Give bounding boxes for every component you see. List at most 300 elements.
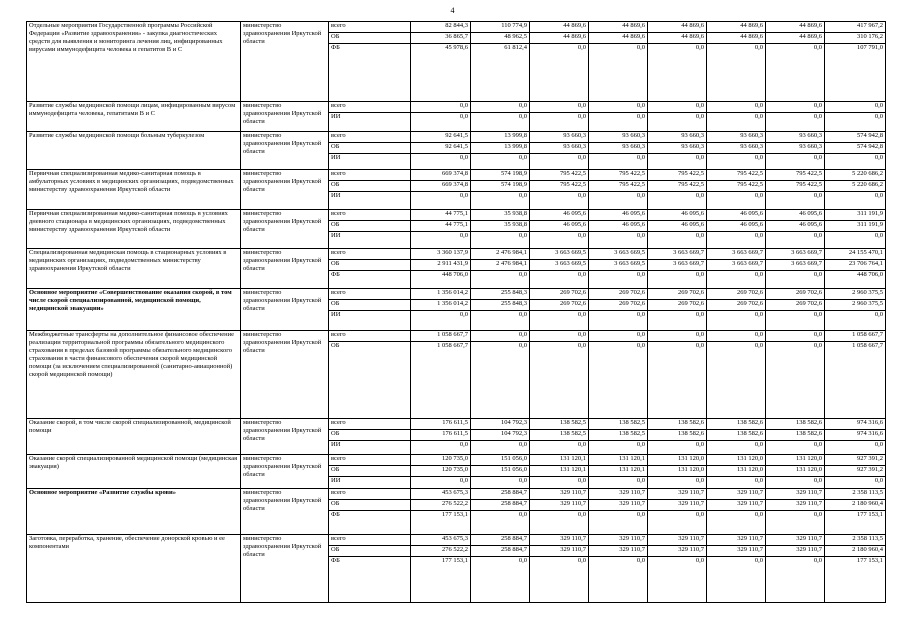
year-value-cell: 0,0 (589, 311, 648, 331)
year-value-cell: 0,0 (471, 557, 530, 603)
total-value-cell: 23 706 764,1 (825, 260, 886, 271)
total-value-cell: 2 358 113,5 (825, 535, 886, 546)
year-value-cell: 0,0 (648, 232, 707, 249)
year-value-cell: 120 735,0 (411, 455, 471, 466)
year-value-cell: 0,0 (471, 311, 530, 331)
year-value-cell: 0,0 (766, 331, 825, 342)
year-value-cell: 0,0 (766, 113, 825, 132)
year-value-cell: 3 663 669,5 (589, 260, 648, 271)
year-value-cell: 131 120,1 (589, 455, 648, 466)
year-value-cell: 0,0 (530, 342, 589, 419)
funding-source-cell: ИИ (329, 154, 411, 170)
funding-source-cell: ОБ (329, 300, 411, 311)
year-value-cell: 0,0 (530, 331, 589, 342)
year-value-cell: 574 198,9 (471, 181, 530, 192)
year-value-cell: 0,0 (471, 192, 530, 210)
year-value-cell: 0,0 (766, 441, 825, 455)
year-value-cell: 669 374,8 (411, 181, 471, 192)
year-value-cell: 0,0 (589, 192, 648, 210)
year-value-cell: 0,0 (707, 154, 766, 170)
year-value-cell: 138 582,6 (648, 419, 707, 430)
table-row (27, 489, 886, 500)
year-value-cell: 138 582,5 (589, 430, 648, 441)
year-value-cell: 0,0 (411, 102, 471, 113)
year-value-cell: 92 641,5 (411, 143, 471, 154)
year-value-cell: 3 663 669,5 (530, 249, 589, 260)
year-value-cell: 44 869,6 (530, 33, 589, 44)
year-value-cell: 795 422,5 (589, 170, 648, 181)
year-value-cell: 0,0 (707, 477, 766, 489)
year-value-cell: 131 120,1 (530, 455, 589, 466)
year-value-cell: 104 792,3 (471, 430, 530, 441)
total-value-cell: 927 391,2 (825, 455, 886, 466)
year-value-cell: 131 120,0 (707, 455, 766, 466)
year-value-cell: 329 110,7 (530, 489, 589, 500)
year-value-cell: 0,0 (411, 192, 471, 210)
year-value-cell: 131 120,0 (648, 466, 707, 477)
year-value-cell: 0,0 (766, 102, 825, 113)
year-value-cell: 0,0 (707, 102, 766, 113)
year-value-cell: 0,0 (648, 154, 707, 170)
year-value-cell: 61 812,4 (471, 44, 530, 102)
year-value-cell: 93 660,3 (530, 132, 589, 143)
funding-source-cell: ОБ (329, 221, 411, 232)
year-value-cell: 795 422,5 (589, 181, 648, 192)
funding-source-cell: ИИ (329, 192, 411, 210)
executor-cell: министерство здравоохранения Иркутской области (241, 535, 329, 603)
year-value-cell: 276 522,2 (411, 500, 471, 511)
year-value-cell: 131 120,0 (766, 455, 825, 466)
year-value-cell: 0,0 (766, 232, 825, 249)
year-value-cell: 0,0 (471, 331, 530, 342)
year-value-cell: 258 884,7 (471, 489, 530, 500)
year-value-cell: 138 582,5 (530, 430, 589, 441)
year-value-cell: 93 660,3 (648, 143, 707, 154)
year-value-cell: 44 869,6 (648, 22, 707, 33)
funding-source-cell: ОБ (329, 546, 411, 557)
year-value-cell: 0,0 (471, 154, 530, 170)
year-value-cell: 0,0 (648, 477, 707, 489)
year-value-cell: 329 110,7 (766, 500, 825, 511)
year-value-cell: 0,0 (589, 477, 648, 489)
year-value-cell: 269 702,6 (766, 289, 825, 300)
year-value-cell: 3 663 669,7 (648, 260, 707, 271)
total-value-cell: 0,0 (825, 441, 886, 455)
executor-cell: министерство здравоохранения Иркутской области (241, 22, 329, 102)
year-value-cell: 329 110,7 (707, 546, 766, 557)
year-value-cell: 177 153,1 (411, 511, 471, 535)
year-value-cell: 0,0 (766, 342, 825, 419)
year-value-cell: 0,0 (530, 311, 589, 331)
year-value-cell: 151 056,0 (471, 466, 530, 477)
table-row (27, 22, 886, 33)
total-value-cell: 177 153,1 (825, 511, 886, 535)
year-value-cell: 269 702,6 (589, 289, 648, 300)
activity-name-cell: Первичная специализированная медико-санитарная помощь в условиях дневного стационара в медицинских организациях, подведомственных министерству здравоохранения Иркутской области (27, 210, 241, 249)
funding-source-cell: ФБ (329, 44, 411, 102)
year-value-cell: 110 774,9 (471, 22, 530, 33)
year-value-cell: 0,0 (648, 192, 707, 210)
funding-source-cell: ИИ (329, 113, 411, 132)
year-value-cell: 13 999,8 (471, 132, 530, 143)
year-value-cell: 329 110,7 (707, 535, 766, 546)
year-value-cell: 0,0 (471, 113, 530, 132)
funding-source-cell: ОБ (329, 500, 411, 511)
year-value-cell: 3 663 669,7 (766, 249, 825, 260)
funding-source-cell: всего (329, 535, 411, 546)
year-value-cell: 0,0 (648, 441, 707, 455)
year-value-cell: 3 663 669,7 (707, 249, 766, 260)
total-value-cell: 574 942,8 (825, 143, 886, 154)
year-value-cell: 329 110,7 (589, 489, 648, 500)
year-value-cell: 258 884,7 (471, 500, 530, 511)
year-value-cell: 0,0 (648, 113, 707, 132)
year-value-cell: 46 095,6 (648, 221, 707, 232)
year-value-cell: 258 884,7 (471, 535, 530, 546)
year-value-cell: 46 095,6 (707, 210, 766, 221)
year-value-cell: 0,0 (589, 557, 648, 603)
total-value-cell: 24 155 470,1 (825, 249, 886, 260)
funding-source-cell: ОБ (329, 260, 411, 271)
year-value-cell: 151 056,0 (471, 455, 530, 466)
year-value-cell: 0,0 (589, 511, 648, 535)
funding-source-cell: ОБ (329, 143, 411, 154)
year-value-cell: 0,0 (766, 154, 825, 170)
year-value-cell: 0,0 (707, 511, 766, 535)
year-value-cell: 44 869,6 (707, 33, 766, 44)
year-value-cell: 0,0 (589, 271, 648, 289)
year-value-cell: 1 356 014,2 (411, 300, 471, 311)
year-value-cell: 0,0 (589, 102, 648, 113)
year-value-cell: 329 110,7 (648, 535, 707, 546)
year-value-cell: 44 869,6 (589, 22, 648, 33)
funding-source-cell: ОБ (329, 430, 411, 441)
year-value-cell: 46 095,6 (589, 210, 648, 221)
table-row (27, 132, 886, 143)
funding-source-cell: всего (329, 102, 411, 113)
total-value-cell: 177 153,1 (825, 557, 886, 603)
year-value-cell: 0,0 (530, 271, 589, 289)
funding-source-cell: ОБ (329, 33, 411, 44)
year-value-cell: 329 110,7 (648, 500, 707, 511)
year-value-cell: 0,0 (648, 102, 707, 113)
total-value-cell: 0,0 (825, 192, 886, 210)
year-value-cell: 0,0 (471, 102, 530, 113)
year-value-cell: 269 702,6 (530, 300, 589, 311)
year-value-cell: 46 095,6 (530, 221, 589, 232)
year-value-cell: 0,0 (411, 154, 471, 170)
year-value-cell: 3 663 669,5 (589, 249, 648, 260)
year-value-cell: 3 663 669,5 (530, 260, 589, 271)
year-value-cell: 0,0 (766, 44, 825, 102)
year-value-cell: 0,0 (766, 477, 825, 489)
year-value-cell: 92 641,5 (411, 132, 471, 143)
total-value-cell: 311 191,9 (825, 210, 886, 221)
activity-name-cell: Заготовка, переработка, хранение, обеспечение донорской кровью и ее компонентами (27, 535, 241, 603)
table-row (27, 210, 886, 221)
year-value-cell: 0,0 (589, 44, 648, 102)
table-row (27, 170, 886, 181)
year-value-cell: 44 869,6 (766, 22, 825, 33)
year-value-cell: 138 582,6 (707, 419, 766, 430)
activity-name-cell: Оказание скорой, в том числе скорой специализированной, медицинской помощи (27, 419, 241, 455)
activity-name-cell: Оказание скорой специализированной медицинской помощи (медицинская эвакуация) (27, 455, 241, 489)
year-value-cell: 93 660,3 (707, 132, 766, 143)
total-value-cell: 0,0 (825, 477, 886, 489)
year-value-cell: 36 865,7 (411, 33, 471, 44)
year-value-cell: 329 110,7 (589, 546, 648, 557)
year-value-cell: 2 476 984,1 (471, 249, 530, 260)
year-value-cell: 104 792,3 (471, 419, 530, 430)
year-value-cell: 0,0 (589, 154, 648, 170)
year-value-cell: 269 702,6 (589, 300, 648, 311)
year-value-cell: 120 735,0 (411, 466, 471, 477)
year-value-cell: 0,0 (471, 511, 530, 535)
executor-cell: министерство здравоохранения Иркутской области (241, 210, 329, 249)
total-value-cell: 0,0 (825, 154, 886, 170)
year-value-cell: 0,0 (589, 232, 648, 249)
funding-source-cell: всего (329, 489, 411, 500)
year-value-cell: 0,0 (530, 113, 589, 132)
funding-source-cell: всего (329, 132, 411, 143)
year-value-cell: 0,0 (589, 113, 648, 132)
year-value-cell: 795 422,5 (648, 181, 707, 192)
year-value-cell: 44 869,6 (589, 33, 648, 44)
year-value-cell: 13 999,8 (471, 143, 530, 154)
total-value-cell: 448 706,0 (825, 271, 886, 289)
total-value-cell: 311 191,9 (825, 221, 886, 232)
total-value-cell: 2 358 113,5 (825, 489, 886, 500)
total-value-cell: 0,0 (825, 311, 886, 331)
year-value-cell: 329 110,7 (707, 489, 766, 500)
year-value-cell: 0,0 (648, 271, 707, 289)
table-row (27, 289, 886, 300)
year-value-cell: 795 422,5 (530, 181, 589, 192)
activity-name-cell: Развитие службы медицинской помощи лицам, инфицированным вирусом иммунодефицита человека, гепатитами В и С (27, 102, 241, 132)
year-value-cell: 329 110,7 (589, 500, 648, 511)
year-value-cell: 329 110,7 (766, 535, 825, 546)
activity-name-cell: Первичная специализированная медико-санитарная помощь в амбулаторных условиях в медицинских организациях, подведомственных министерству здравоохранения Иркутской области (27, 170, 241, 210)
funding-source-cell: ОБ (329, 342, 411, 419)
year-value-cell: 2 911 431,9 (411, 260, 471, 271)
activity-name-cell: Специализированная медицинская помощь в стационарных условиях в медицинских организациях, подведомственных министерству здравоохранения Иркутской области (27, 249, 241, 289)
year-value-cell: 0,0 (707, 331, 766, 342)
year-value-cell: 93 660,3 (589, 143, 648, 154)
year-value-cell: 329 110,7 (530, 546, 589, 557)
year-value-cell: 329 110,7 (589, 535, 648, 546)
year-value-cell: 0,0 (530, 511, 589, 535)
year-value-cell: 669 374,8 (411, 170, 471, 181)
year-value-cell: 46 095,6 (589, 221, 648, 232)
year-value-cell: 3 663 669,7 (766, 260, 825, 271)
total-value-cell: 5 220 686,2 (825, 170, 886, 181)
year-value-cell: 329 110,7 (648, 546, 707, 557)
year-value-cell: 329 110,7 (766, 489, 825, 500)
total-value-cell: 0,0 (825, 102, 886, 113)
year-value-cell: 795 422,5 (766, 181, 825, 192)
year-value-cell: 0,0 (530, 102, 589, 113)
year-value-cell: 0,0 (471, 232, 530, 249)
year-value-cell: 0,0 (707, 44, 766, 102)
year-value-cell: 176 611,5 (411, 419, 471, 430)
total-value-cell: 927 391,2 (825, 466, 886, 477)
year-value-cell: 453 675,3 (411, 489, 471, 500)
table-row (27, 535, 886, 546)
year-value-cell: 131 120,0 (648, 455, 707, 466)
year-value-cell: 0,0 (707, 557, 766, 603)
funding-source-cell: ОБ (329, 466, 411, 477)
table-row (27, 419, 886, 430)
table-row (27, 102, 886, 113)
funding-source-cell: всего (329, 419, 411, 430)
executor-cell: министерство здравоохранения Иркутской области (241, 132, 329, 170)
funding-source-cell: ФБ (329, 511, 411, 535)
year-value-cell: 48 962,5 (471, 33, 530, 44)
year-value-cell: 329 110,7 (530, 535, 589, 546)
year-value-cell: 93 660,3 (648, 132, 707, 143)
year-value-cell: 3 663 669,7 (707, 260, 766, 271)
year-value-cell: 0,0 (530, 192, 589, 210)
year-value-cell: 0,0 (530, 477, 589, 489)
year-value-cell: 138 582,6 (707, 430, 766, 441)
year-value-cell: 0,0 (766, 311, 825, 331)
executor-cell: министерство здравоохранения Иркутской области (241, 249, 329, 289)
total-value-cell: 5 220 686,2 (825, 181, 886, 192)
year-value-cell: 44 869,6 (648, 33, 707, 44)
year-value-cell: 1 356 014,2 (411, 289, 471, 300)
year-value-cell: 269 702,6 (707, 300, 766, 311)
year-value-cell: 138 582,6 (648, 430, 707, 441)
year-value-cell: 0,0 (411, 113, 471, 132)
year-value-cell: 276 522,2 (411, 546, 471, 557)
total-value-cell: 974 316,6 (825, 430, 886, 441)
year-value-cell: 255 848,3 (471, 289, 530, 300)
funding-source-cell: всего (329, 22, 411, 33)
year-value-cell: 46 095,6 (766, 221, 825, 232)
year-value-cell: 44 869,6 (766, 33, 825, 44)
activity-name-cell: Основное мероприятие «Развитие службы крови» (27, 489, 241, 535)
funding-source-cell: всего (329, 455, 411, 466)
year-value-cell: 0,0 (707, 311, 766, 331)
year-value-cell: 0,0 (766, 271, 825, 289)
year-value-cell: 269 702,6 (648, 289, 707, 300)
year-value-cell: 0,0 (411, 232, 471, 249)
year-value-cell: 3 663 669,7 (648, 249, 707, 260)
year-value-cell: 0,0 (471, 271, 530, 289)
total-value-cell: 0,0 (825, 232, 886, 249)
year-value-cell: 329 110,7 (766, 546, 825, 557)
total-value-cell: 2 180 960,4 (825, 546, 886, 557)
activity-name-cell: Межбюджетные трансферты на дополнительное финансовое обеспечение реализации территориальной программы обязательного медицинского страхования в пределах базовой программы обязательного медицинского страхования в части финансового обеспечения скорой медицинской помощи (за исключением специализированной (санитарно-авиационной) скорой медицинской помощи) (27, 331, 241, 419)
year-value-cell: 0,0 (471, 441, 530, 455)
year-value-cell: 0,0 (471, 342, 530, 419)
year-value-cell: 255 848,3 (471, 300, 530, 311)
funding-source-cell: ИИ (329, 311, 411, 331)
year-value-cell: 0,0 (648, 557, 707, 603)
activity-name-cell: Развитие службы медицинской помощи больным туберкулезом (27, 132, 241, 170)
year-value-cell: 269 702,6 (530, 289, 589, 300)
year-value-cell: 795 422,5 (530, 170, 589, 181)
year-value-cell: 131 120,0 (707, 466, 766, 477)
total-value-cell: 2 180 960,4 (825, 500, 886, 511)
funding-source-cell: ОБ (329, 181, 411, 192)
year-value-cell: 46 095,6 (648, 210, 707, 221)
year-value-cell: 131 120,1 (589, 466, 648, 477)
year-value-cell: 453 675,3 (411, 535, 471, 546)
year-value-cell: 0,0 (411, 311, 471, 331)
year-value-cell: 44 775,1 (411, 210, 471, 221)
year-value-cell: 176 611,5 (411, 430, 471, 441)
table-body (27, 22, 886, 603)
total-value-cell: 2 960 375,5 (825, 289, 886, 300)
funding-source-cell: всего (329, 289, 411, 300)
budget-table (26, 21, 886, 603)
year-value-cell: 0,0 (707, 271, 766, 289)
year-value-cell: 2 476 984,1 (471, 260, 530, 271)
year-value-cell: 93 660,3 (530, 143, 589, 154)
total-value-cell: 1 058 667,7 (825, 331, 886, 342)
year-value-cell: 0,0 (411, 477, 471, 489)
year-value-cell: 0,0 (411, 441, 471, 455)
year-value-cell: 0,0 (648, 342, 707, 419)
funding-source-cell: ИИ (329, 441, 411, 455)
year-value-cell: 0,0 (707, 232, 766, 249)
year-value-cell: 269 702,6 (648, 300, 707, 311)
executor-cell: министерство здравоохранения Иркутской области (241, 170, 329, 210)
table-row (27, 455, 886, 466)
year-value-cell: 35 938,8 (471, 221, 530, 232)
year-value-cell: 269 702,6 (766, 300, 825, 311)
year-value-cell: 329 110,7 (530, 500, 589, 511)
year-value-cell: 0,0 (648, 331, 707, 342)
year-value-cell: 795 422,5 (707, 170, 766, 181)
year-value-cell: 177 153,1 (411, 557, 471, 603)
year-value-cell: 0,0 (707, 342, 766, 419)
year-value-cell: 1 058 667,7 (411, 331, 471, 342)
year-value-cell: 138 582,5 (589, 419, 648, 430)
year-value-cell: 131 120,0 (766, 466, 825, 477)
year-value-cell: 44 775,1 (411, 221, 471, 232)
total-value-cell: 417 967,2 (825, 22, 886, 33)
year-value-cell: 0,0 (530, 154, 589, 170)
funding-source-cell: ФБ (329, 557, 411, 603)
table-row (27, 249, 886, 260)
year-value-cell: 329 110,7 (707, 500, 766, 511)
year-value-cell: 0,0 (766, 557, 825, 603)
activity-name-cell: Отдельные мероприятия Государственной программы Российской Федерации «Развитие здравоохранения» - закупка диагностических средств для выявления и мониторинга лечения лиц, инфицированных вирусами иммунодефицита человека и гепатитов В и С (27, 22, 241, 102)
funding-source-cell: ИИ (329, 477, 411, 489)
executor-cell: министерство здравоохранения Иркутской области (241, 419, 329, 455)
total-value-cell: 0,0 (825, 113, 886, 132)
year-value-cell: 0,0 (766, 511, 825, 535)
year-value-cell: 44 869,6 (530, 22, 589, 33)
year-value-cell: 0,0 (707, 441, 766, 455)
year-value-cell: 0,0 (530, 441, 589, 455)
year-value-cell: 0,0 (766, 192, 825, 210)
year-value-cell: 93 660,3 (766, 132, 825, 143)
year-value-cell: 93 660,3 (707, 143, 766, 154)
year-value-cell: 329 110,7 (648, 489, 707, 500)
year-value-cell: 0,0 (530, 44, 589, 102)
total-value-cell: 574 942,8 (825, 132, 886, 143)
total-value-cell: 107 791,0 (825, 44, 886, 102)
table-row (27, 331, 886, 342)
year-value-cell: 1 058 667,7 (411, 342, 471, 419)
year-value-cell: 0,0 (471, 477, 530, 489)
year-value-cell: 0,0 (707, 113, 766, 132)
funding-source-cell: всего (329, 210, 411, 221)
year-value-cell: 138 582,6 (766, 419, 825, 430)
